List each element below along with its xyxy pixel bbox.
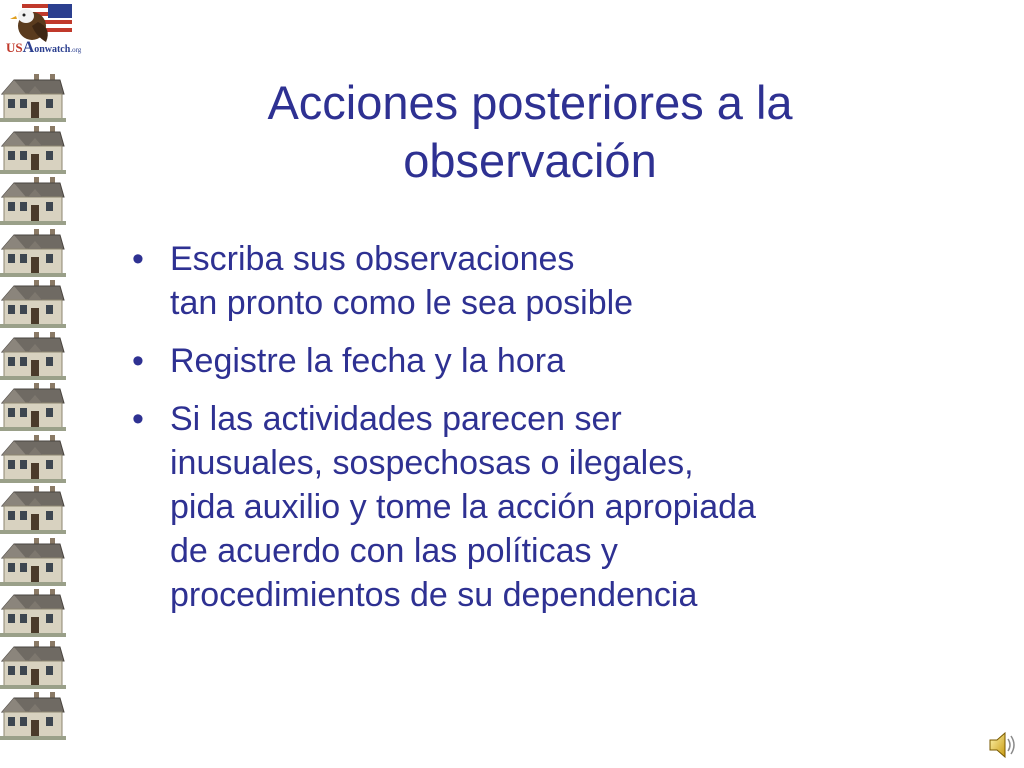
house-icon: [0, 278, 66, 328]
house-column: [0, 72, 66, 752]
speaker-icon[interactable]: [986, 728, 1020, 762]
house-icon: [0, 381, 66, 431]
bullet-item: [128, 397, 978, 617]
bullet-item: [128, 237, 978, 325]
logo-wordmark: [6, 39, 82, 56]
bullet-line: pida auxilio y tome la acción apropiada: [170, 488, 756, 526]
house-icon: [0, 124, 66, 174]
bullet-item: [128, 339, 978, 383]
house-icon: [0, 484, 66, 534]
house-icon: [0, 536, 66, 586]
bullet-line: Escriba sus observaciones: [170, 240, 575, 278]
title-line: observación: [403, 134, 657, 187]
bullet-line: procedimientos de su dependencia: [170, 576, 698, 614]
house-icon: [0, 433, 66, 483]
logo-domain: .org: [70, 46, 82, 54]
house-icon: [0, 330, 66, 380]
house-icon: [0, 639, 66, 689]
house-icon: [0, 587, 66, 637]
bullet-line: inusuales, sospechosas o ilegales,: [170, 444, 694, 482]
bullet-line: de acuerdo con las políticas y: [170, 532, 618, 570]
bullet-line: tan pronto como le sea posible: [170, 284, 634, 322]
slide-title: [180, 74, 880, 190]
bullet-line: Si las actividades parecen ser: [170, 400, 622, 438]
house-icon: [0, 227, 66, 277]
bullet-dot: •: [132, 240, 144, 278]
house-icon: [0, 175, 66, 225]
house-icon: [0, 72, 66, 122]
title-line: Acciones posteriores a la: [267, 76, 793, 129]
bullet-dot: •: [132, 400, 144, 438]
usaonwatch-logo: [2, 2, 80, 62]
bullet-dot: •: [132, 342, 144, 380]
logo-suffix: onwatch: [34, 44, 71, 55]
bullet-list: [128, 237, 978, 631]
bullet-line: Registre la fecha y la hora: [170, 342, 565, 380]
logo-prefix: US: [6, 40, 23, 55]
house-icon: [0, 690, 66, 740]
logo-a-letter: A: [22, 39, 35, 56]
